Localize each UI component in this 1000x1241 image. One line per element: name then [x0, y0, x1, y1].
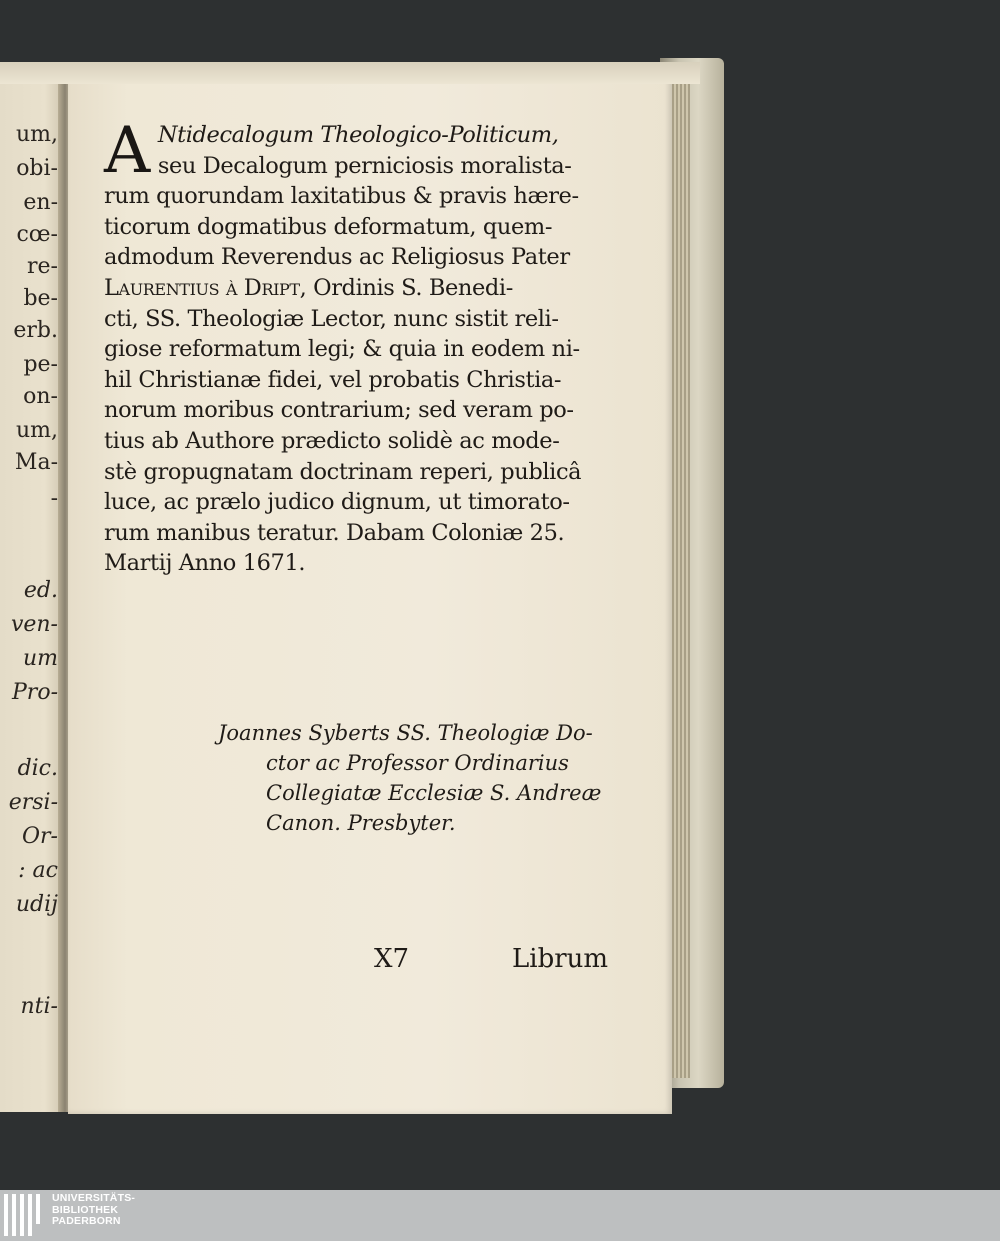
left-fragment: obi-: [16, 156, 58, 181]
left-fragment: Pro-: [12, 680, 58, 705]
left-fragment: ven-: [10, 612, 58, 637]
text-line: Martij Anno 1671.: [104, 550, 306, 577]
catchword: Librum: [512, 944, 609, 974]
signature-mark: X7: [374, 944, 410, 974]
author-name: Laurentius à Dript: [104, 274, 300, 301]
library-name-line: PADERBORN: [52, 1215, 121, 1227]
left-fragment: ed.: [23, 578, 58, 603]
order-text: , Ordinis S. Benedi-: [299, 274, 513, 301]
signature-block: [218, 718, 610, 838]
left-fragment: re-: [27, 254, 58, 279]
left-fragment: : ac: [18, 858, 58, 883]
text-line: hil Christianæ fidei, vel probatis Christia-: [104, 366, 562, 393]
left-fragment: be-: [23, 286, 58, 311]
left-fragment: ersi-: [8, 790, 58, 815]
library-logo-icon: [4, 1194, 44, 1236]
text-line: tius ab Authore prædicto solidè ac mode-: [104, 427, 560, 454]
show-through-text: [380, 582, 386, 610]
signature-line: Canon. Presbyter.: [266, 811, 456, 835]
library-name: [52, 1193, 135, 1228]
text-line: rum manibus teratur. Dabam Coloniæ 25.: [104, 519, 565, 546]
left-fragment: cœ-: [16, 222, 58, 247]
opening-line: Ntidecalogum Theologico-Politicum,: [157, 122, 559, 148]
library-name-line: BIBLIOTHEK: [52, 1203, 119, 1216]
left-fragment: um,: [15, 418, 58, 443]
page-top-edge: [0, 62, 700, 84]
left-fragment: Ma-: [14, 450, 58, 475]
signature-line: ctor ac Professor Ordinarius: [266, 751, 569, 775]
approbation-text: [104, 114, 609, 579]
text-line: ticorum dogmatibus deformatum, quem-: [104, 213, 553, 240]
drop-cap: A: [104, 114, 150, 188]
left-fragment: erb.: [13, 318, 58, 343]
signature-line: Collegiatæ Ecclesiæ S. Andreæ: [266, 781, 602, 805]
left-fragment: nti-: [20, 994, 58, 1019]
left-fragment: en-: [23, 190, 58, 215]
left-fragment: pe-: [23, 352, 58, 377]
left-fragment: dic.: [17, 756, 58, 781]
text-line: [104, 273, 609, 304]
text-line: stè gropugnatam doctrinam reperi, publicâ: [104, 458, 582, 485]
left-facing-page: [0, 62, 64, 1112]
left-fragment: -: [50, 486, 58, 511]
library-name-line: UNIVERSITÄTS-: [52, 1192, 136, 1204]
text-line: rum quorundam laxitatibus & pravis hære-: [104, 183, 579, 210]
text-line: cti, SS. Theologiæ Lector, nunc sistit reli-: [104, 305, 559, 332]
text-line: luce, ac prælo judico dignum, ut timorato-: [104, 489, 570, 516]
left-fragment: um: [22, 646, 58, 671]
text-line: seu Decalogum perniciosis moralista-: [157, 152, 572, 179]
left-fragment: um,: [15, 122, 58, 147]
text-line: norum moribus contrarium; sed veram po-: [104, 397, 574, 424]
left-fragment: Or-: [22, 824, 58, 849]
text-line: giose reformatum legi; & quia in eodem ni-: [104, 336, 580, 363]
left-fragment: udij: [15, 892, 58, 917]
library-footer: [0, 1190, 1000, 1241]
left-fragment: on-: [23, 384, 58, 409]
text-line: admodum Reverendus ac Religiosus Pater: [104, 244, 570, 271]
signature-line: Joannes Syberts SS. Theologiæ Do-: [218, 721, 593, 745]
